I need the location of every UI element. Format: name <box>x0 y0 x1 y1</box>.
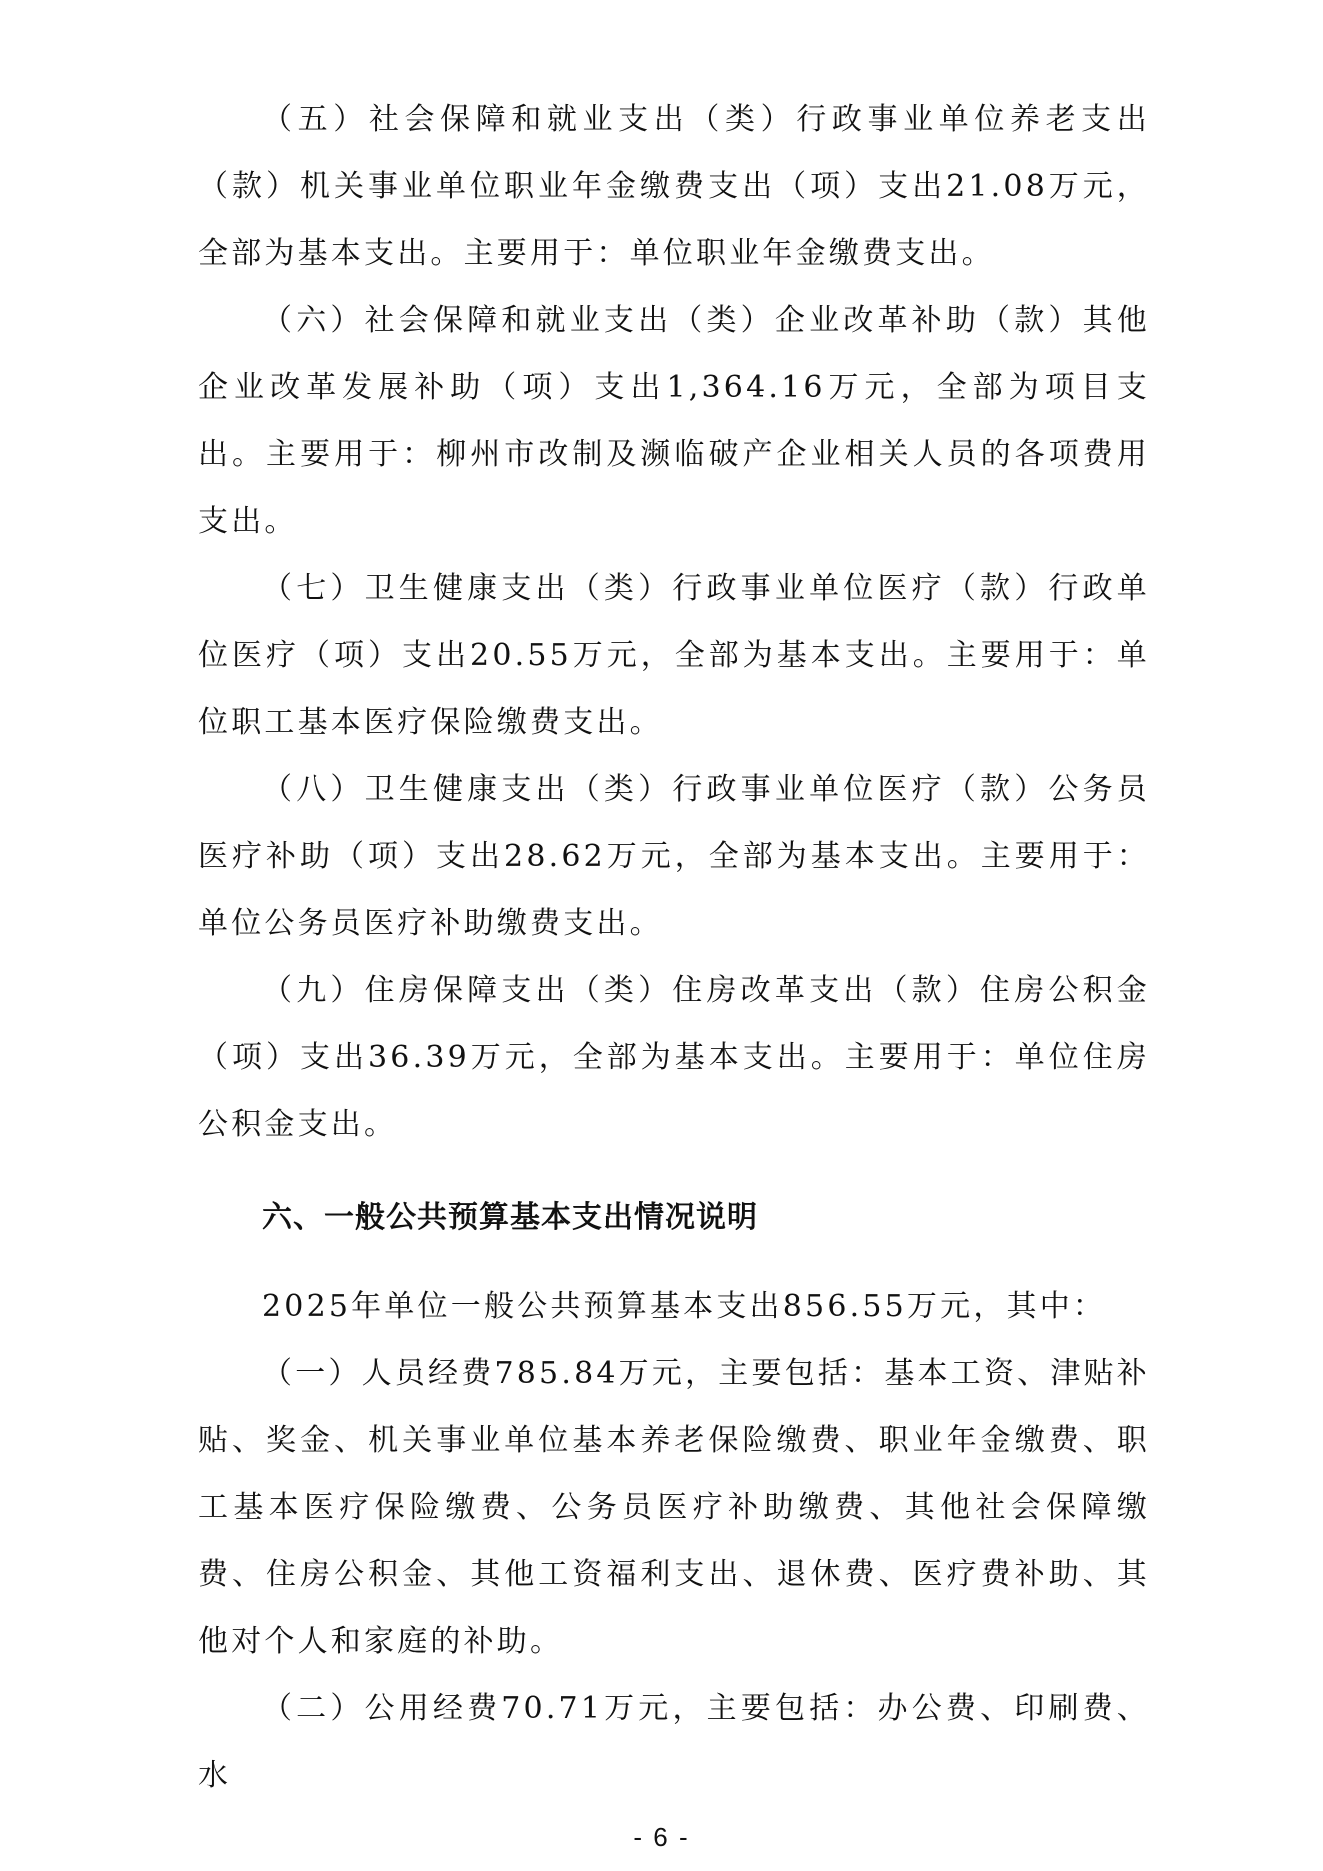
paragraph-item-5: （五）社会保障和就业支出（类）行政事业单位养老支出（款）机关事业单位职业年金缴费支出（项）支出21.08万元，全部为基本支出。主要用于：单位职业年金缴费支出。 <box>198 102 1150 271</box>
paragraph-item-7: （七）卫生健康支出（类）行政事业单位医疗（款）行政单位医疗（项）支出20.55万元，全部为基本支出。主要用于：单位职工基本医疗保险缴费支出。 <box>198 571 1150 740</box>
paragraph-personnel-expenses: （一）人员经费785.84万元，主要包括：基本工资、津贴补贴、奖金、机关事业单位基本养老保险缴费、职业年金缴费、职工基本医疗保险缴费、公务员医疗补助缴费、其他社会保障缴费、住房公积金、其他工资福利支出、退休费、医疗费补助、其他对个人和家庭的补助。 <box>198 1356 1150 1659</box>
paragraph-item-9: （九）住房保障支出（类）住房改革支出（款）住房公积金（项）支出36.39万元，全部为基本支出。主要用于：单位住房公积金支出。 <box>198 973 1150 1142</box>
paragraph-public-expenses: （二）公用经费70.71万元，主要包括：办公费、印刷费、水 <box>198 1691 1150 1793</box>
paragraph-item-8: （八）卫生健康支出（类）行政事业单位医疗（款）公务员医疗补助（项）支出28.62万元，全部为基本支出。主要用于：单位公务员医疗补助缴费支出。 <box>198 772 1150 941</box>
paragraph-item-6: （六）社会保障和就业支出（类）企业改革补助（款）其他企业改革发展补助（项）支出1,364.16万元，全部为项目支出。主要用于：柳州市改制及濒临破产企业相关人员的各项费用支出。 <box>198 303 1150 539</box>
page-content <box>198 86 1150 1809</box>
section-heading: 六、一般公共预算基本支出情况说明 <box>262 1200 758 1235</box>
paragraph-summary: 2025年单位一般公共预算基本支出856.55万元，其中： <box>262 1289 1107 1324</box>
page-number: - 6 - <box>633 1822 690 1852</box>
